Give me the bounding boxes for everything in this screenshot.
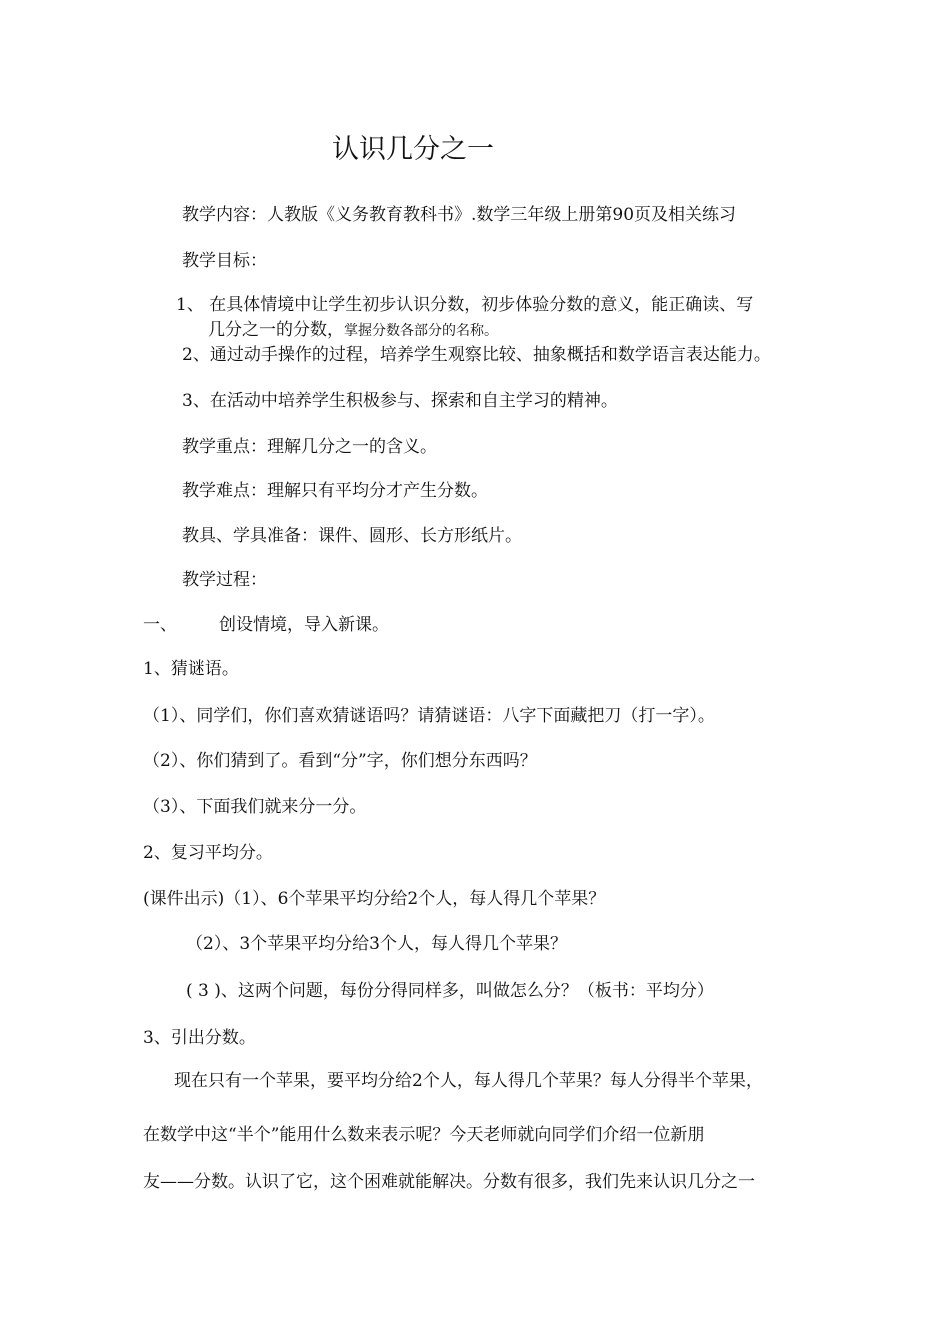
section-1-heading (143, 614, 389, 636)
paragraph-line-1: 现在只有一个苹果，要平均分给2个人，每人得几个苹果？每人分得半个苹果， (174, 1071, 763, 1091)
riddle-question-1: （1）、同学们，你们喜欢猜谜语吗？请猜谜语：八字下面藏把刀（打一字）。 (143, 706, 715, 726)
section-1-title: 创设情境，导入新课。 (219, 615, 389, 635)
paragraph-line-2: 在数学中这“半个”能用什么数来表示呢？今天老师就向同学们介绍一位新朋 (143, 1125, 705, 1145)
teaching-goals-heading: 教学目标： (182, 251, 267, 271)
page-title: 认识几分之一 (332, 134, 494, 165)
section-1-number: 一、 (143, 615, 177, 635)
goal-1-line-1: 1、 在具体情境中让学生初步认识分数，初步体验分数的意义，能正确读、写 (176, 295, 754, 315)
riddle-question-2: （2）、你们猜到了。看到“分”字，你们想分东西吗？ (143, 751, 537, 771)
teaching-tools: 教具、学具准备：课件、圆形、长方形纸片。 (182, 526, 522, 546)
key-point: 教学重点：理解几分之一的含义。 (182, 437, 437, 457)
goal-3: 3、在活动中培养学生积极参与、探索和自主学习的精神。 (182, 391, 618, 411)
paragraph-line-3: 友——分数。认识了它，这个困难就能解决。分数有很多，我们先来认识几分之一 (143, 1172, 755, 1192)
goal-1-line-2-small: 掌握分数各部分的名称。 (344, 323, 498, 339)
goal-1-line-2 (208, 319, 498, 342)
process-heading: 教学过程： (182, 570, 267, 590)
review-question-2: （2）、3个苹果平均分给3个人，每人得几个苹果？ (186, 934, 567, 954)
goal-1-line-2-main: 几分之一的分数， (208, 320, 344, 340)
fraction-heading: 3、引出分数。 (143, 1028, 256, 1048)
review-question-3: ( 3 )、这两个问题，每份分得同样多，叫做怎么分？（板书：平均分） (186, 981, 714, 1001)
difficulty-point: 教学难点：理解只有平均分才产生分数。 (182, 481, 488, 501)
review-question-1: (课件出示)（1）、6个苹果平均分给2个人，每人得几个苹果？ (143, 889, 606, 909)
goal-2: 2、通过动手操作的过程，培养学生观察比较、抽象概括和数学语言表达能力。 (182, 345, 771, 365)
riddle-heading: 1、猜谜语。 (143, 659, 239, 679)
review-heading: 2、复习平均分。 (143, 843, 273, 863)
teaching-content: 教学内容：人教版《义务教育教科书》.数学三年级上册第90页及相关练习 (182, 205, 737, 225)
riddle-question-3: （3）、下面我们就来分一分。 (143, 797, 367, 817)
